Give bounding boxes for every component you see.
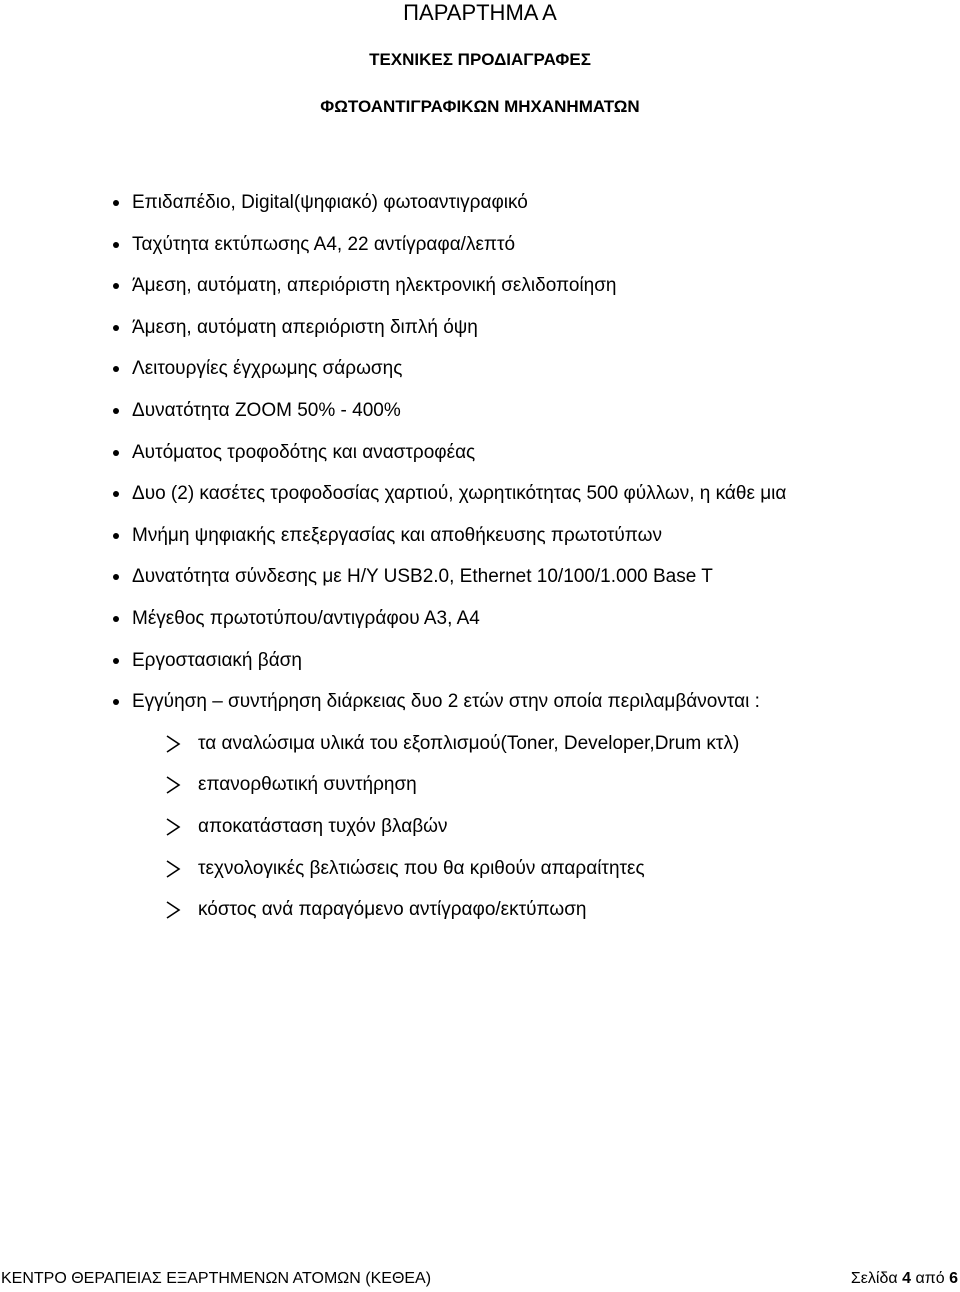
spec-text: Εργοστασιακή βάση	[132, 649, 302, 671]
spec-item	[108, 648, 786, 690]
spec-item	[108, 523, 786, 565]
warranty-text: αποκατάσταση τυχόν βλαβών	[198, 815, 448, 837]
bullet-icon	[113, 574, 119, 580]
bullet-icon	[113, 616, 119, 622]
bullet-icon	[113, 200, 119, 206]
page-total: 6	[949, 1270, 958, 1287]
arrow-bullet-icon	[165, 860, 181, 878]
arrow-bullet-icon	[165, 818, 181, 836]
warranty-item	[108, 856, 786, 898]
bullet-icon	[113, 325, 119, 331]
spec-item	[108, 315, 786, 357]
spec-text: Αυτόματος τροφοδότης και αναστροφέας	[132, 441, 476, 463]
page-number	[851, 1268, 958, 1290]
warranty-text: τα αναλώσιμα υλικά του εξοπλισμού(Toner, Developer,Drum κτλ)	[198, 732, 740, 754]
spec-item	[108, 481, 786, 523]
page-current: 4	[902, 1270, 911, 1287]
page-title: ΠΑΡΑΡΤΗΜΑ Α	[403, 0, 557, 25]
spec-item	[108, 232, 786, 274]
spec-text: Δυνατότητα σύνδεσης με Η/Υ USB2.0, Ethernet 10/100/1.000 Base T	[132, 566, 713, 588]
bullet-icon	[113, 408, 119, 414]
warranty-text: κόστος ανά παραγόμενο αντίγραφο/εκτύπωση	[198, 899, 587, 921]
spec-item	[108, 606, 786, 648]
arrow-bullet-icon	[165, 735, 181, 753]
subtitle-specifications: ΤΕΧΝΙΚΕΣ ΠΡΟΔΙΑΓΡΑΦΕΣ	[369, 50, 591, 69]
warranty-text: επανορθωτική συντήρηση	[198, 774, 417, 796]
spec-item	[108, 564, 786, 606]
spec-item	[108, 273, 786, 315]
bullet-icon	[113, 658, 119, 664]
bullet-icon	[113, 699, 119, 705]
footer-organization: ΚΕΝΤΡΟ ΘΕΡΑΠΕΙΑΣ ΕΞΑΡΤΗΜΕΝΩΝ ΑΤΟΜΩΝ (ΚΕΘΕΑ)	[1, 1270, 432, 1287]
page-of: από	[915, 1270, 945, 1287]
bullet-icon	[113, 450, 119, 456]
spec-text: Μέγεθος πρωτοτύπου/αντιγράφου Α3, Α4	[132, 607, 480, 629]
bullet-icon	[113, 533, 119, 539]
arrow-bullet-icon	[165, 901, 181, 919]
spec-item	[108, 356, 786, 398]
bullet-icon	[113, 366, 119, 372]
warranty-item	[108, 731, 786, 773]
spec-text: Ταχύτητα εκτύπωσης Α4, 22 αντίγραφα/λεπτό	[132, 233, 516, 255]
spec-text: Επιδαπέδιο, Digital(ψηφιακό) φωτοαντιγραφικό	[132, 192, 528, 213]
spec-text: Δυο (2) κασέτες τροφοδοσίας χαρτιού, χωρητικότητας 500 φύλλων, η κάθε μια	[132, 483, 787, 505]
spec-item	[108, 190, 786, 232]
spec-text: Άμεση, αυτόματη, απεριόριστη ηλεκτρονική σελιδοποίηση	[132, 275, 617, 297]
warranty-item	[108, 772, 786, 814]
spec-item	[108, 440, 786, 482]
warranty-item	[108, 814, 786, 856]
spec-text: Εγγύηση – συντήρηση διάρκειας δυο 2 ετών στην οποία περιλαμβάνονται :	[132, 691, 760, 713]
spec-text: Λειτουργίες έγχρωμης σάρωσης	[132, 358, 403, 380]
page-label: Σελίδα	[850, 1270, 898, 1287]
arrow-bullet-icon	[165, 776, 181, 794]
bullet-icon	[113, 242, 119, 248]
spec-text: Μνήμη ψηφιακής επεξεργασίας και αποθήκευσης πρωτοτύπων	[132, 524, 662, 546]
spec-text: Άμεση, αυτόματη απεριόριστη διπλή όψη	[132, 316, 478, 338]
spec-list	[108, 190, 786, 939]
spec-item	[108, 398, 786, 440]
warranty-text: τεχνολογικές βελτιώσεις που θα κριθούν απαραίτητες	[198, 857, 645, 879]
bullet-icon	[113, 491, 119, 497]
spec-text: Δυνατότητα ZOOM 50% - 400%	[132, 399, 401, 421]
warranty-item	[108, 897, 786, 939]
subtitle-copiers: ΦΩΤΟΑΝΤΙΓΡΑΦΙΚΩΝ ΜΗΧΑΝΗΜΑΤΩΝ	[320, 97, 640, 116]
spec-item	[108, 689, 786, 731]
bullet-icon	[113, 283, 119, 289]
